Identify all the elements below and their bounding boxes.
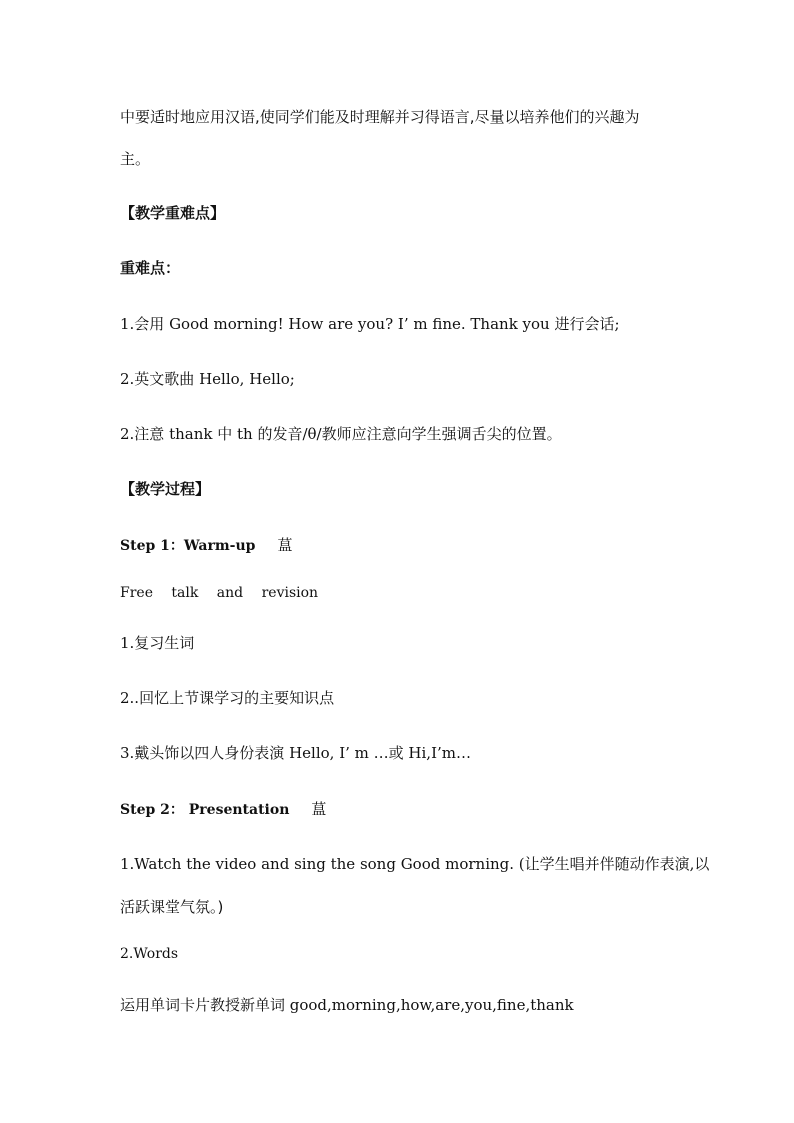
key-point-1: 1.会用 Good morning! How are you? I’ m fine. Thank you 进行会话; <box>120 315 620 333</box>
step-2-heading <box>120 802 326 817</box>
paragraph-line: 主。 <box>120 150 151 168</box>
step-1-item-3: 3.戴头饰以四人身份表演 Hello, I’ m …或 Hi,I’m… <box>120 744 471 762</box>
step-2-item-2-detail: 运用单词卡片教授新单词 good,morning,how,are,you,fine,thank <box>120 996 574 1014</box>
step-2-title: Step 2： Presentation <box>120 802 290 818</box>
step-1-heading <box>120 538 292 553</box>
step-1-item-1: 1.复习生词 <box>120 634 195 652</box>
step-2-item-1-continued: 活跃课堂气氛。) <box>120 898 224 916</box>
key-point-3: 2.注意 thank 中 th 的发音/θ/教师应注意向学生强调舌尖的位置。 <box>120 425 562 443</box>
step-1-item-2: 2..回忆上节课学习的主要知识点 <box>120 689 335 707</box>
step-2-item-1: 1.Watch the video and sing the song Good morning. (让学生唱并伴随动作表演,以 <box>120 855 710 873</box>
section-heading-process: 【教学过程】 <box>120 480 211 498</box>
step-2-item-2: 2.Words <box>120 946 179 962</box>
step-1-title: Step 1：Warm-up <box>120 538 256 554</box>
step-1-mark: 蒀 <box>277 536 293 554</box>
paragraph-line: 中要适时地应用汉语,使同学们能及时理解并习得语言,尽量以培养他们的兴趣为 <box>120 108 640 126</box>
subheading-key-points: 重难点： <box>120 259 181 277</box>
section-heading-key-points: 【教学重难点】 <box>120 204 226 222</box>
step-2-mark: 蒀 <box>311 800 327 818</box>
key-point-2: 2.英文歌曲 Hello, Hello; <box>120 370 295 388</box>
step-1-subtitle: Free talk and revision <box>120 585 319 601</box>
